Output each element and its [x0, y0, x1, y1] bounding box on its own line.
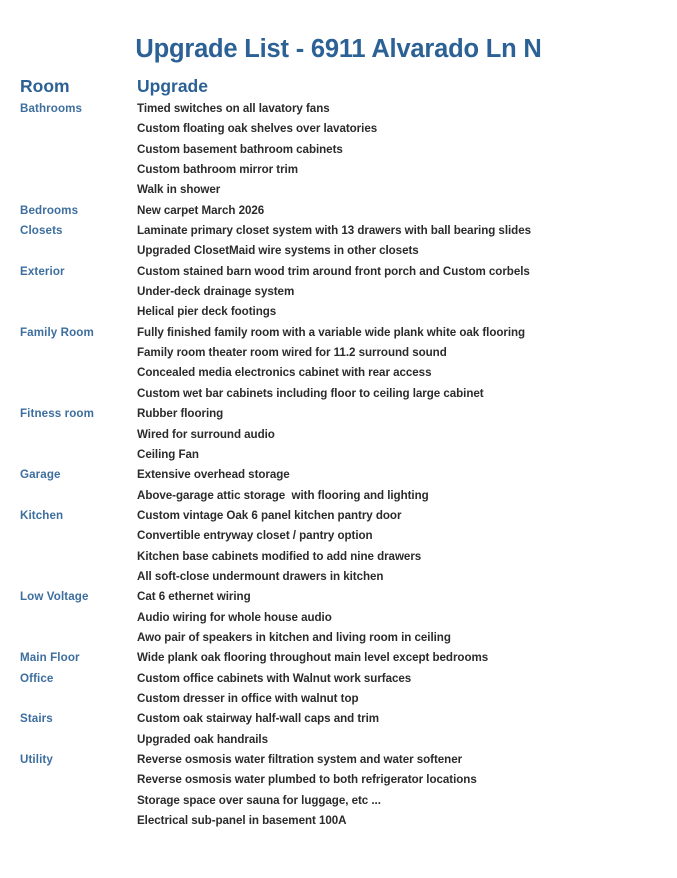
table-row [0, 468, 677, 488]
upgrade-item: Audio wiring for whole house audio [137, 610, 332, 624]
upgrade-item: All soft-close undermount drawers in kitchen [137, 569, 384, 583]
upgrade-item: Helical pier deck footings [137, 305, 277, 319]
upgrade-item: Electrical sub-panel in basement 100A [137, 814, 347, 828]
table-row [0, 407, 677, 427]
table-row [0, 672, 677, 692]
table-row [0, 550, 677, 570]
upgrade-item: Custom basement bathroom cabinets [137, 142, 343, 156]
upgrade-item: Storage space over sauna for luggage, etc ... [137, 793, 381, 807]
table-row [0, 590, 677, 610]
table-row [0, 692, 677, 712]
upgrade-item: Family room theater room wired for 11.2 surround sound [137, 346, 447, 360]
upgrade-item: Custom stained barn wood trim around front porch and Custom corbels [137, 264, 530, 278]
table-row [0, 773, 677, 793]
upgrade-item: Upgraded ClosetMaid wire systems in other closets [137, 244, 419, 258]
upgrade-item: Convertible entryway closet / pantry option [137, 529, 373, 543]
upgrade-item: Fully finished family room with a variable wide plank white oak flooring [137, 325, 526, 339]
room-label: Fitness room [20, 407, 94, 421]
table-row [0, 570, 677, 590]
table-body [0, 102, 677, 834]
upgrade-item: New carpet March 2026 [137, 203, 265, 217]
room-label: Low Voltage [20, 590, 89, 604]
upgrade-item: Walk in shower [137, 183, 221, 197]
table-row [0, 611, 677, 631]
table-row [0, 428, 677, 448]
table-row [0, 143, 677, 163]
table-row [0, 163, 677, 183]
upgrade-item: Custom oak stairway half-wall caps and trim [137, 712, 380, 726]
table-row [0, 794, 677, 814]
room-label: Bathrooms [20, 102, 83, 115]
table-row [0, 224, 677, 244]
table-row [0, 448, 677, 468]
upgrade-item: Wired for surround audio [137, 427, 275, 441]
table-row [0, 814, 677, 834]
upgrade-item: Custom bathroom mirror trim [137, 163, 298, 177]
table-row [0, 122, 677, 142]
table-row [0, 305, 677, 325]
column-header-upgrade: Upgrade [137, 76, 208, 96]
table-header-row [0, 76, 677, 102]
table-row [0, 285, 677, 305]
table-row [0, 265, 677, 285]
table-row [0, 753, 677, 773]
upgrade-item: Under-deck drainage system [137, 285, 295, 299]
table-row [0, 346, 677, 366]
room-label: Bedrooms [20, 203, 79, 217]
table-row [0, 387, 677, 407]
table-row [0, 204, 677, 224]
upgrade-item: Cat 6 ethernet wiring [137, 590, 251, 604]
table-row [0, 651, 677, 671]
table-row [0, 529, 677, 549]
table-row [0, 712, 677, 732]
table-row [0, 244, 677, 264]
table-row [0, 102, 677, 122]
column-header-room: Room [20, 76, 70, 96]
upgrade-item: Custom dresser in office with walnut top [137, 691, 359, 705]
upgrade-item: Kitchen base cabinets modified to add nine drawers [137, 549, 422, 563]
upgrade-item: Custom office cabinets with Walnut work surfaces [137, 671, 412, 685]
room-label: Exterior [20, 264, 65, 278]
upgrade-item: Above-garage attic storage with flooring and lighting [137, 488, 429, 502]
upgrade-table [0, 76, 677, 102]
upgrade-item: Concealed media electronics cabinet with rear access [137, 366, 432, 380]
room-label: Utility [20, 753, 53, 766]
room-label: Stairs [20, 712, 53, 726]
upgrade-item: Timed switches on all lavatory fans [137, 102, 330, 115]
room-label: Garage [20, 468, 61, 482]
upgrade-item: Rubber flooring [137, 407, 224, 421]
table-row [0, 733, 677, 753]
upgrade-item: Ceiling Fan [137, 447, 199, 461]
upgrade-item: Upgraded oak handrails [137, 732, 268, 746]
room-label: Kitchen [20, 508, 64, 522]
upgrade-item: Custom floating oak shelves over lavatories [137, 122, 378, 136]
table-row [0, 326, 677, 346]
upgrade-item: Reverse osmosis water filtration system and water softener [137, 753, 463, 766]
upgrade-item: Wide plank oak flooring throughout main level except bedrooms [137, 651, 489, 665]
room-label: Closets [20, 224, 63, 238]
table-row [0, 489, 677, 509]
room-label: Family Room [20, 325, 94, 339]
upgrade-item: Custom vintage Oak 6 panel kitchen pantry door [137, 508, 402, 522]
upgrade-item: Reverse osmosis water plumbed to both refrigerator locations [137, 773, 477, 787]
table-row [0, 509, 677, 529]
room-label: Office [20, 671, 54, 685]
page-title: Upgrade List - 6911 Alvarado Ln N [135, 35, 542, 63]
upgrade-item: Laminate primary closet system with 13 drawers with ball bearing slides [137, 224, 532, 238]
table-row [0, 366, 677, 386]
upgrade-item: Extensive overhead storage [137, 468, 290, 482]
table-row [0, 631, 677, 651]
upgrade-item: Custom wet bar cabinets including floor to ceiling large cabinet [137, 386, 484, 400]
table-row [0, 183, 677, 203]
upgrade-item: Awo pair of speakers in kitchen and living room in ceiling [137, 630, 451, 644]
room-label: Main Floor [20, 651, 80, 665]
